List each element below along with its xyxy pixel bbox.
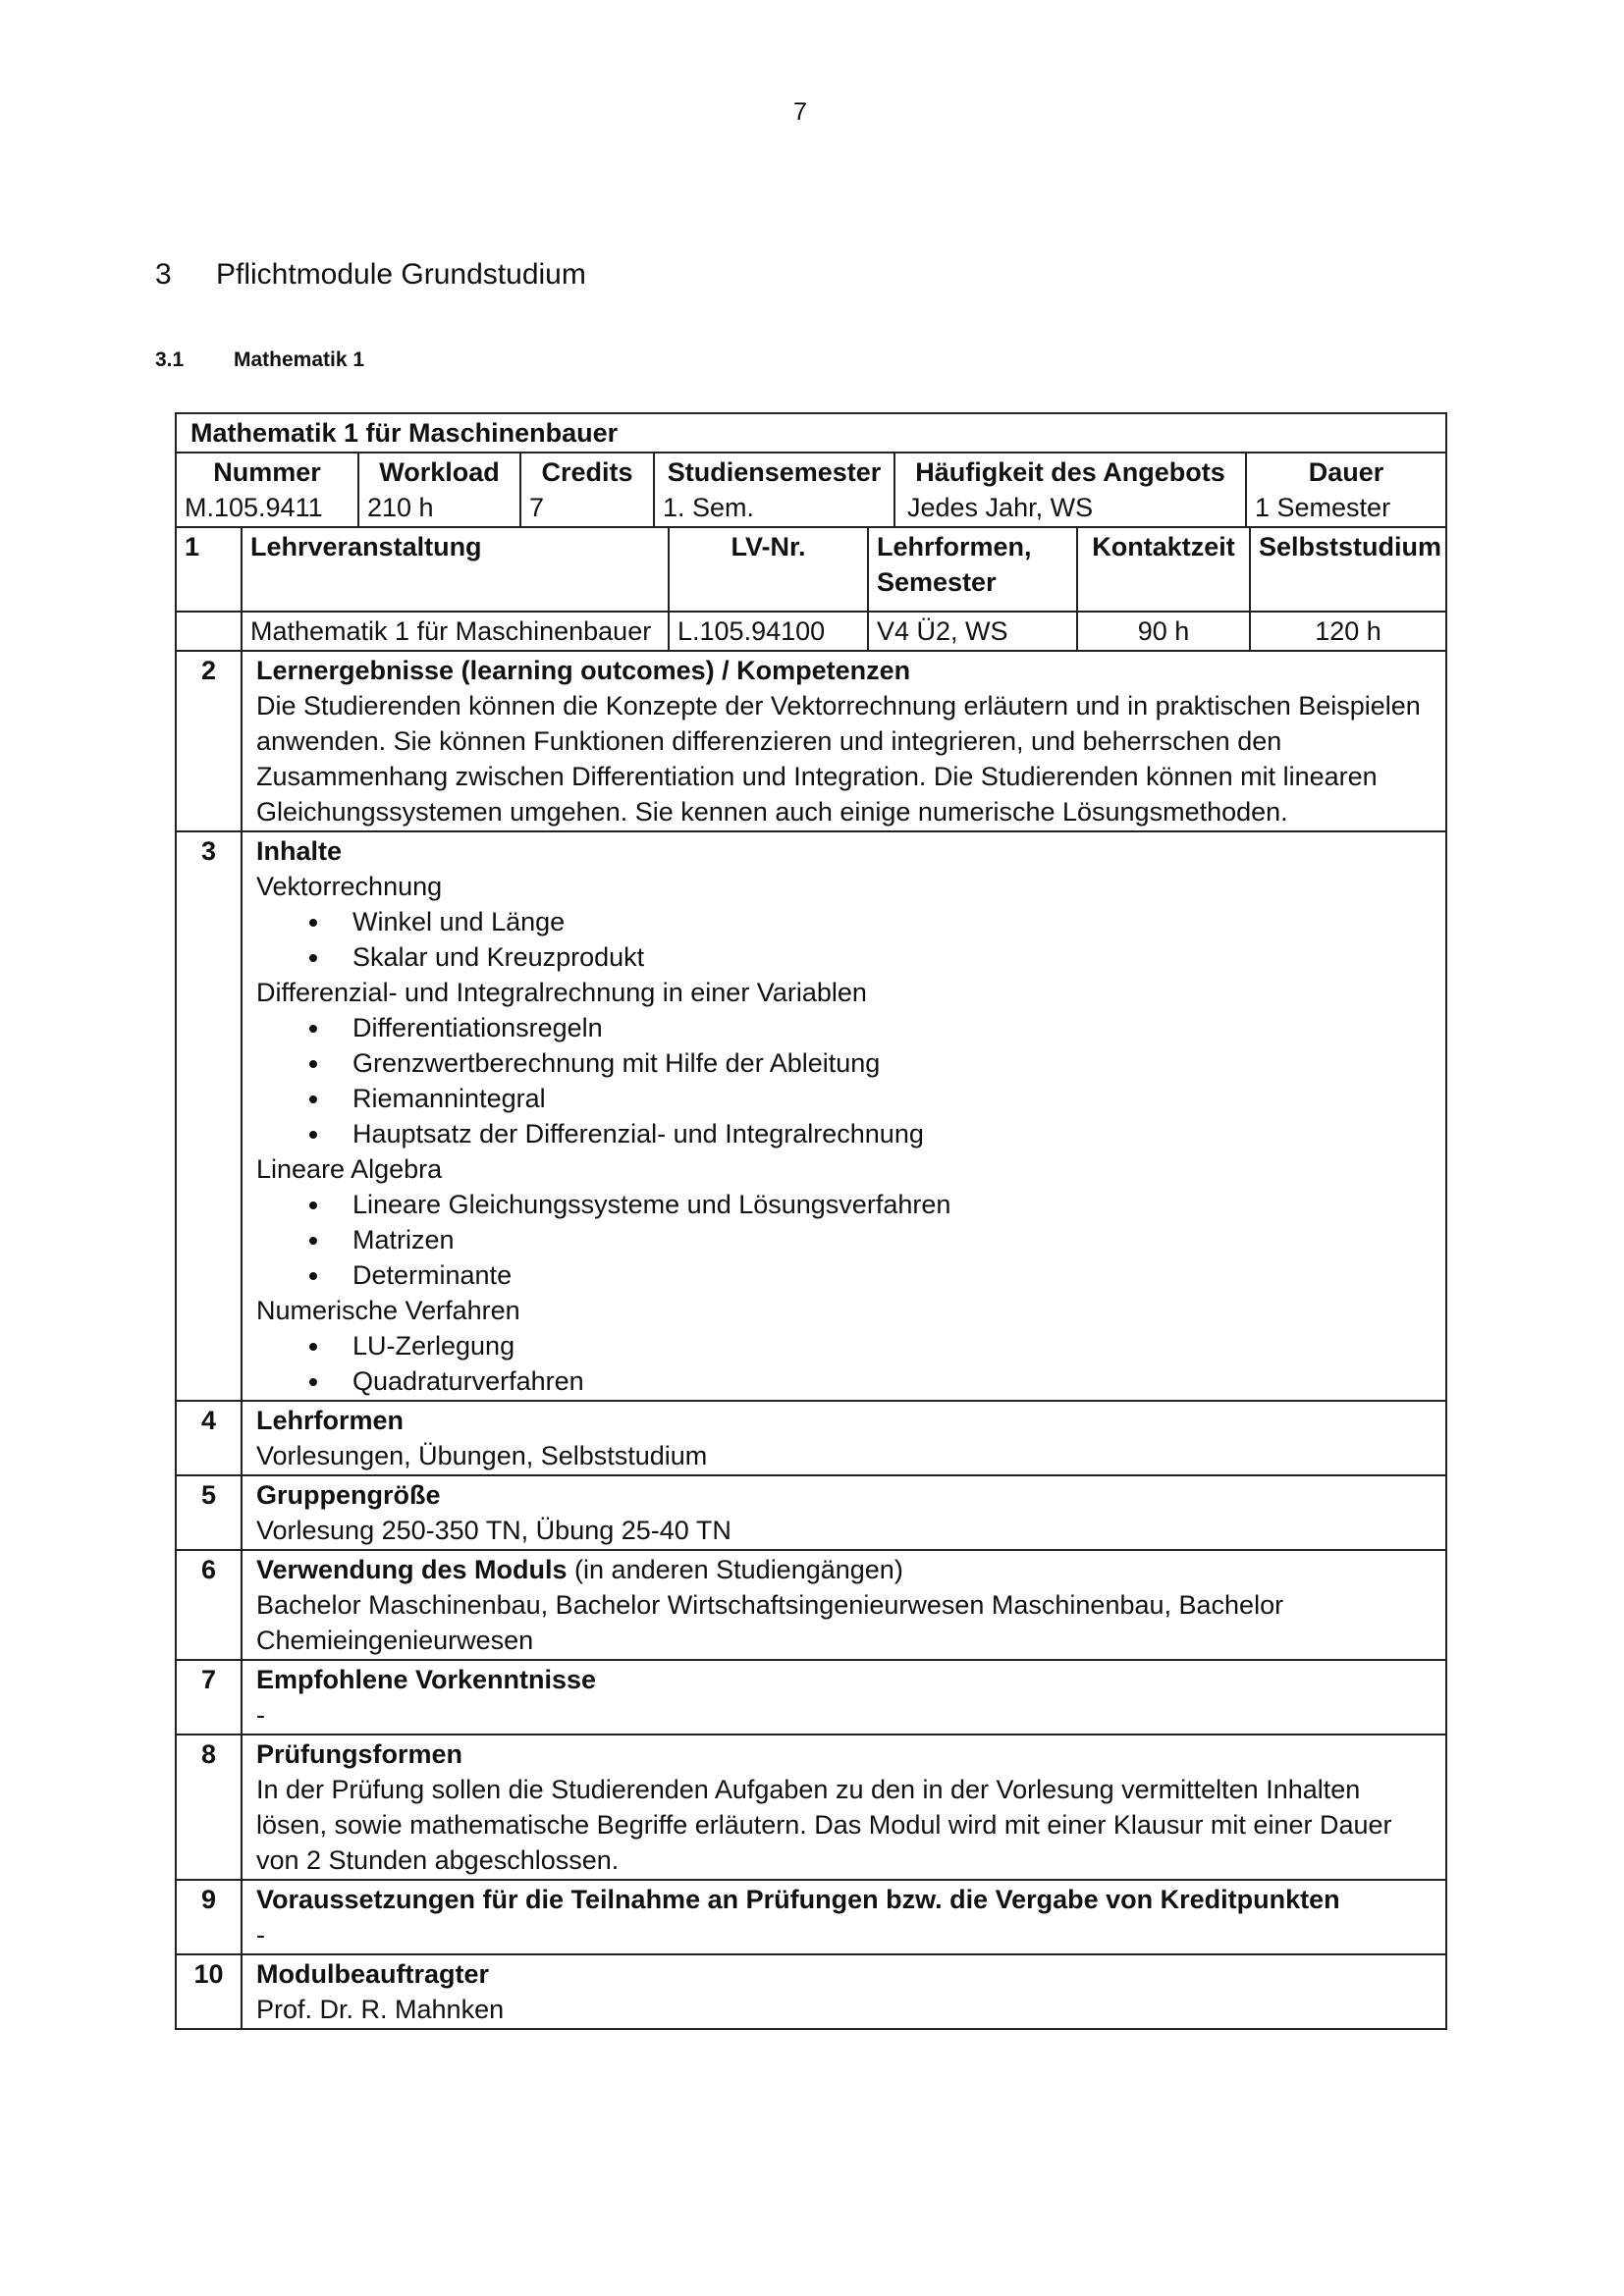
section-10-title: Modulbeauftragter xyxy=(256,1959,490,1989)
section-6-title-suffix: (in anderen Studiengängen) xyxy=(567,1555,903,1584)
section-2-row xyxy=(177,650,1445,830)
section-8-text: In der Prüfung sollen die Studierenden Aufgaben zu den in der Vorlesung vermittelten Inhalten lösen, sowie mathematische Begriffe erläutern. Das Modul wird mit einer Klausur mit einer Dauer von 2 Stunden abgeschlossen. xyxy=(256,1775,1392,1875)
content-group-list xyxy=(256,1187,1437,1293)
section-8-row xyxy=(177,1734,1445,1879)
content-group-heading: Differenzial- und Integralrechnung in einer Variablen xyxy=(256,978,867,1007)
lv-header-kontaktzeit: Kontaktzeit xyxy=(1076,528,1249,611)
section-9-content xyxy=(241,1881,1445,1953)
haeufigkeit-header: Häufigkeit des Angebots xyxy=(915,457,1225,487)
section-heading xyxy=(155,258,586,292)
section-9-number: 9 xyxy=(200,1885,217,1914)
module-info-row xyxy=(177,452,1445,526)
studiensemester-value: 1. Sem. xyxy=(663,493,755,522)
content-group-list xyxy=(256,1010,1437,1151)
content-list-item: LU-Zerlegung xyxy=(256,1328,1437,1363)
content-list-item: Riemannintegral xyxy=(256,1081,1437,1116)
section-10-text: Prof. Dr. R. Mahnken xyxy=(256,1995,505,2024)
lv-lvnr: L.105.94100 xyxy=(668,613,867,650)
module-title: Mathematik 1 für Maschinenbauer xyxy=(190,418,619,448)
section-7-title: Empfohlene Vorkenntnisse xyxy=(256,1665,597,1694)
section-2-content xyxy=(241,652,1445,830)
section-4-title: Lehrformen xyxy=(256,1406,405,1435)
content-group-list xyxy=(256,1328,1437,1399)
lv-header-row xyxy=(177,526,1445,611)
dauer-cell xyxy=(1245,454,1445,526)
module-table xyxy=(175,412,1447,2030)
credits-cell xyxy=(519,454,653,526)
content-group-list xyxy=(256,904,1437,975)
dauer-value: 1 Semester xyxy=(1255,493,1391,522)
nummer-value: M.105.9411 xyxy=(185,493,323,522)
page-number: 7 xyxy=(793,98,807,126)
section-9-text: - xyxy=(256,1920,265,1949)
haeufigkeit-value: Jedes Jahr, WS xyxy=(907,493,1094,522)
section-6-row xyxy=(177,1549,1445,1659)
content-group-heading: Lineare Algebra xyxy=(256,1154,443,1184)
credits-header: Credits xyxy=(541,457,633,487)
section-7-number: 7 xyxy=(200,1665,217,1694)
content-list-item: Matrizen xyxy=(256,1222,1437,1257)
nummer-header: Nummer xyxy=(213,457,321,487)
content-group-heading: Numerische Verfahren xyxy=(256,1296,520,1325)
section-8-title: Prüfungsformen xyxy=(256,1739,463,1769)
section-6-text: Bachelor Maschinenbau, Bachelor Wirtschaftsingenieurwesen Maschinenbau, Bachelor Chemieingenieurwesen xyxy=(256,1590,1284,1655)
subsection-number: 3.1 xyxy=(155,348,185,371)
lv-lehrveranstaltung: Mathematik 1 für Maschinenbauer xyxy=(241,613,668,650)
section-title: Pflichtmodule Grundstudium xyxy=(216,258,586,291)
section-6-title: Verwendung des Moduls xyxy=(256,1555,568,1584)
section-7-content xyxy=(241,1661,1445,1734)
section-5-title: Gruppengröße xyxy=(256,1480,441,1510)
section-6-heading xyxy=(256,1552,1437,1587)
content-list-item: Hauptsatz der Differenzial- und Integralrechnung xyxy=(256,1116,1437,1151)
section-10-row xyxy=(177,1953,1445,2028)
lv-selbststudium: 120 h xyxy=(1249,613,1445,650)
content-list-item: Quadraturverfahren xyxy=(256,1363,1437,1399)
subsection-title: Mathematik 1 xyxy=(234,348,365,371)
section-9-row xyxy=(177,1879,1445,1953)
section-2-number: 2 xyxy=(200,656,217,685)
content-list-item: Determinante xyxy=(256,1257,1437,1293)
section-2-text: Die Studierenden können die Konzepte der Vektorrechnung erläutern und in praktischen Beispielen anwenden. Sie können Funktionen differenzieren und integrieren, und beherrschen den Zusammenhang zwischen Differentiation und Integration. Die Studierenden können mit linearen Gleichungssystemen umgehen. Sie kennen auch einige numerische Lösungsmethoden. xyxy=(256,691,1421,827)
section-8-content xyxy=(241,1735,1445,1879)
section-10-number: 10 xyxy=(193,1959,224,1989)
content-list-item: Winkel und Länge xyxy=(256,904,1437,939)
lv-kontaktzeit: 90 h xyxy=(1076,613,1249,650)
lv-lehrformen: V4 Ü2, WS xyxy=(867,613,1076,650)
section-10-content xyxy=(241,1955,1445,2028)
haeufigkeit-cell xyxy=(893,454,1245,526)
module-title-row xyxy=(177,414,1445,452)
workload-header: Workload xyxy=(379,457,500,487)
section-4-row xyxy=(177,1400,1445,1474)
section-9-title: Voraussetzungen für die Teilnahme an Prüfungen bzw. die Vergabe von Kreditpunkten xyxy=(256,1885,1340,1914)
workload-value: 210 h xyxy=(367,493,434,522)
lv-row-empty xyxy=(177,613,241,650)
studiensemester-header: Studiensemester xyxy=(667,457,882,487)
section-3-title: Inhalte xyxy=(256,836,343,866)
section-6-number: 6 xyxy=(200,1555,217,1584)
studiensemester-cell xyxy=(653,454,893,526)
section-7-text: - xyxy=(256,1700,265,1730)
lv-data-row xyxy=(177,611,1445,650)
workload-cell xyxy=(357,454,519,526)
section-3-number: 3 xyxy=(200,836,217,866)
section-2-title: Lernergebnisse (learning outcomes) / Kompetenzen xyxy=(256,656,911,685)
credits-value: 7 xyxy=(529,493,545,522)
section-6-content xyxy=(241,1551,1445,1659)
section-number: 3 xyxy=(155,258,172,291)
section-5-row xyxy=(177,1474,1445,1549)
section-5-text: Vorlesung 250-350 TN, Übung 25-40 TN xyxy=(256,1516,731,1545)
dauer-header: Dauer xyxy=(1308,457,1384,487)
content-list-item: Skalar und Kreuzprodukt xyxy=(256,939,1437,975)
content-list-item: Differentiationsregeln xyxy=(256,1010,1437,1045)
lv-number: 1 xyxy=(185,532,200,561)
section-7-row xyxy=(177,1659,1445,1734)
content-list-item: Lineare Gleichungssysteme und Lösungsverfahren xyxy=(256,1187,1437,1222)
nummer-cell xyxy=(177,454,357,526)
section-8-number: 8 xyxy=(200,1739,217,1769)
section-5-number: 5 xyxy=(200,1480,217,1510)
lv-header-lvnr: LV-Nr. xyxy=(668,528,867,611)
content-list-item: Grenzwertberechnung mit Hilfe der Ableitung xyxy=(256,1045,1437,1081)
lv-header-lehrveranstaltung: Lehrveranstaltung xyxy=(241,528,668,611)
content-group-heading: Vektorrechnung xyxy=(256,872,443,901)
lv-header-selbststudium: Selbststudium xyxy=(1249,528,1449,611)
section-3-row xyxy=(177,830,1445,1400)
subsection-heading xyxy=(155,348,364,372)
section-4-content xyxy=(241,1402,1445,1474)
section-5-content xyxy=(241,1476,1445,1549)
section-4-number: 4 xyxy=(200,1406,217,1435)
section-3-content xyxy=(241,832,1445,1400)
section-4-text: Vorlesungen, Übungen, Selbststudium xyxy=(256,1441,708,1470)
lv-header-lehrformen: Lehrformen, Semester xyxy=(867,528,1076,611)
